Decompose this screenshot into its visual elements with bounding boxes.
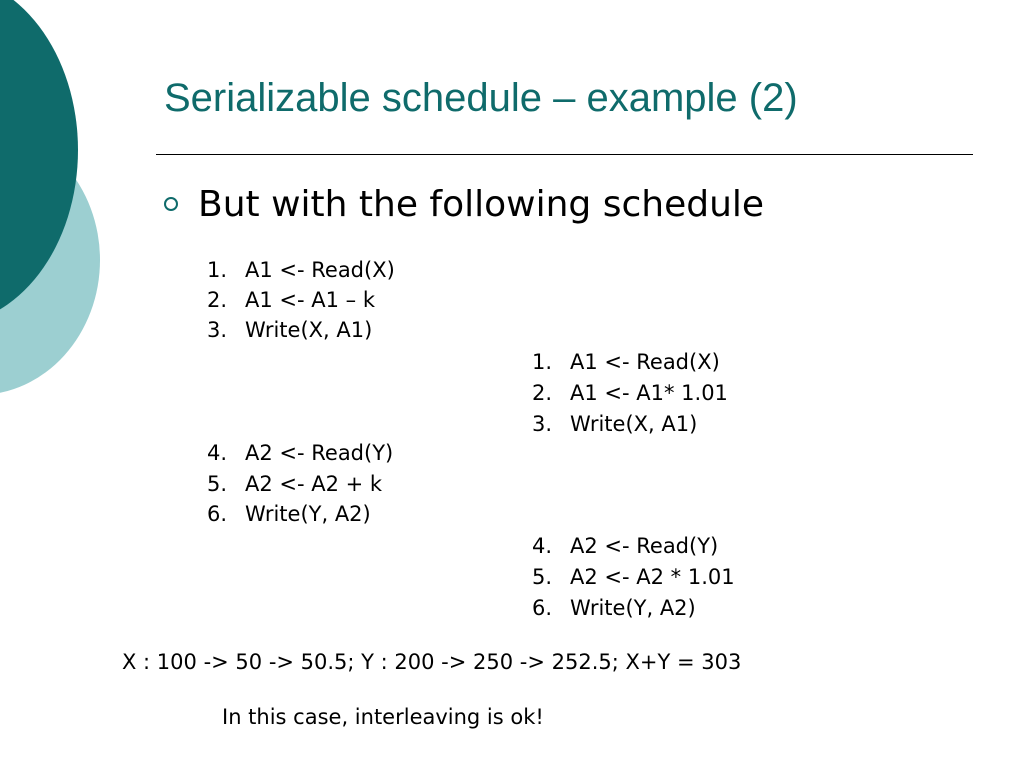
step-text: Write(Y, A2) <box>245 502 371 526</box>
t2-step-6 <box>532 593 696 623</box>
value-trace: X : 100 -> 50 -> 50.5; Y : 200 -> 250 -> 252.5; X+Y = 303 <box>122 650 742 674</box>
step-text: A1 <- Read(X) <box>245 258 395 282</box>
step-number: 1. <box>532 350 553 374</box>
step-text: A2 <- Read(Y) <box>245 441 394 465</box>
step-number: 6. <box>532 596 553 620</box>
hollow-circle-bullet-icon <box>164 197 178 211</box>
step-number: 3. <box>532 412 553 436</box>
decorative-circles <box>0 0 110 400</box>
t1-step-1 <box>207 255 395 285</box>
step-number: 2. <box>207 288 228 312</box>
t2-step-5 <box>532 562 735 592</box>
step-text: A1 <- Read(X) <box>570 350 720 374</box>
step-number: 4. <box>532 534 553 558</box>
step-text: Write(X, A1) <box>245 318 373 342</box>
step-number: 3. <box>207 318 228 342</box>
t2-step-4 <box>532 531 718 561</box>
slide-title: Serializable schedule – example (2) <box>164 76 798 120</box>
title-divider <box>156 154 973 155</box>
t1-step-6 <box>207 499 371 529</box>
step-number: 5. <box>532 565 553 589</box>
bullet-item <box>164 178 764 230</box>
t1-step-3 <box>207 315 372 345</box>
step-number: 5. <box>207 472 228 496</box>
step-number: 1. <box>207 258 228 282</box>
step-text: Write(X, A1) <box>570 412 698 436</box>
t1-step-4 <box>207 438 393 468</box>
step-text: A2 <- A2 * 1.01 <box>570 565 735 589</box>
t1-step-5 <box>207 469 382 499</box>
step-text: Write(Y, A2) <box>570 596 696 620</box>
t2-step-3 <box>532 409 697 439</box>
step-text: A2 <- A2 + k <box>245 472 383 496</box>
t1-step-2 <box>207 285 375 315</box>
t2-step-1 <box>532 347 720 377</box>
conclusion-note: In this case, interleaving is ok! <box>222 705 544 729</box>
step-text: A1 <- A1 – k <box>245 288 375 312</box>
step-number: 4. <box>207 441 228 465</box>
step-text: A2 <- Read(Y) <box>570 534 719 558</box>
step-number: 2. <box>532 381 553 405</box>
bullet-text: But with the following schedule <box>198 183 765 225</box>
step-text: A1 <- A1* 1.01 <box>570 381 728 405</box>
step-number: 6. <box>207 502 228 526</box>
t2-step-2 <box>532 378 728 408</box>
